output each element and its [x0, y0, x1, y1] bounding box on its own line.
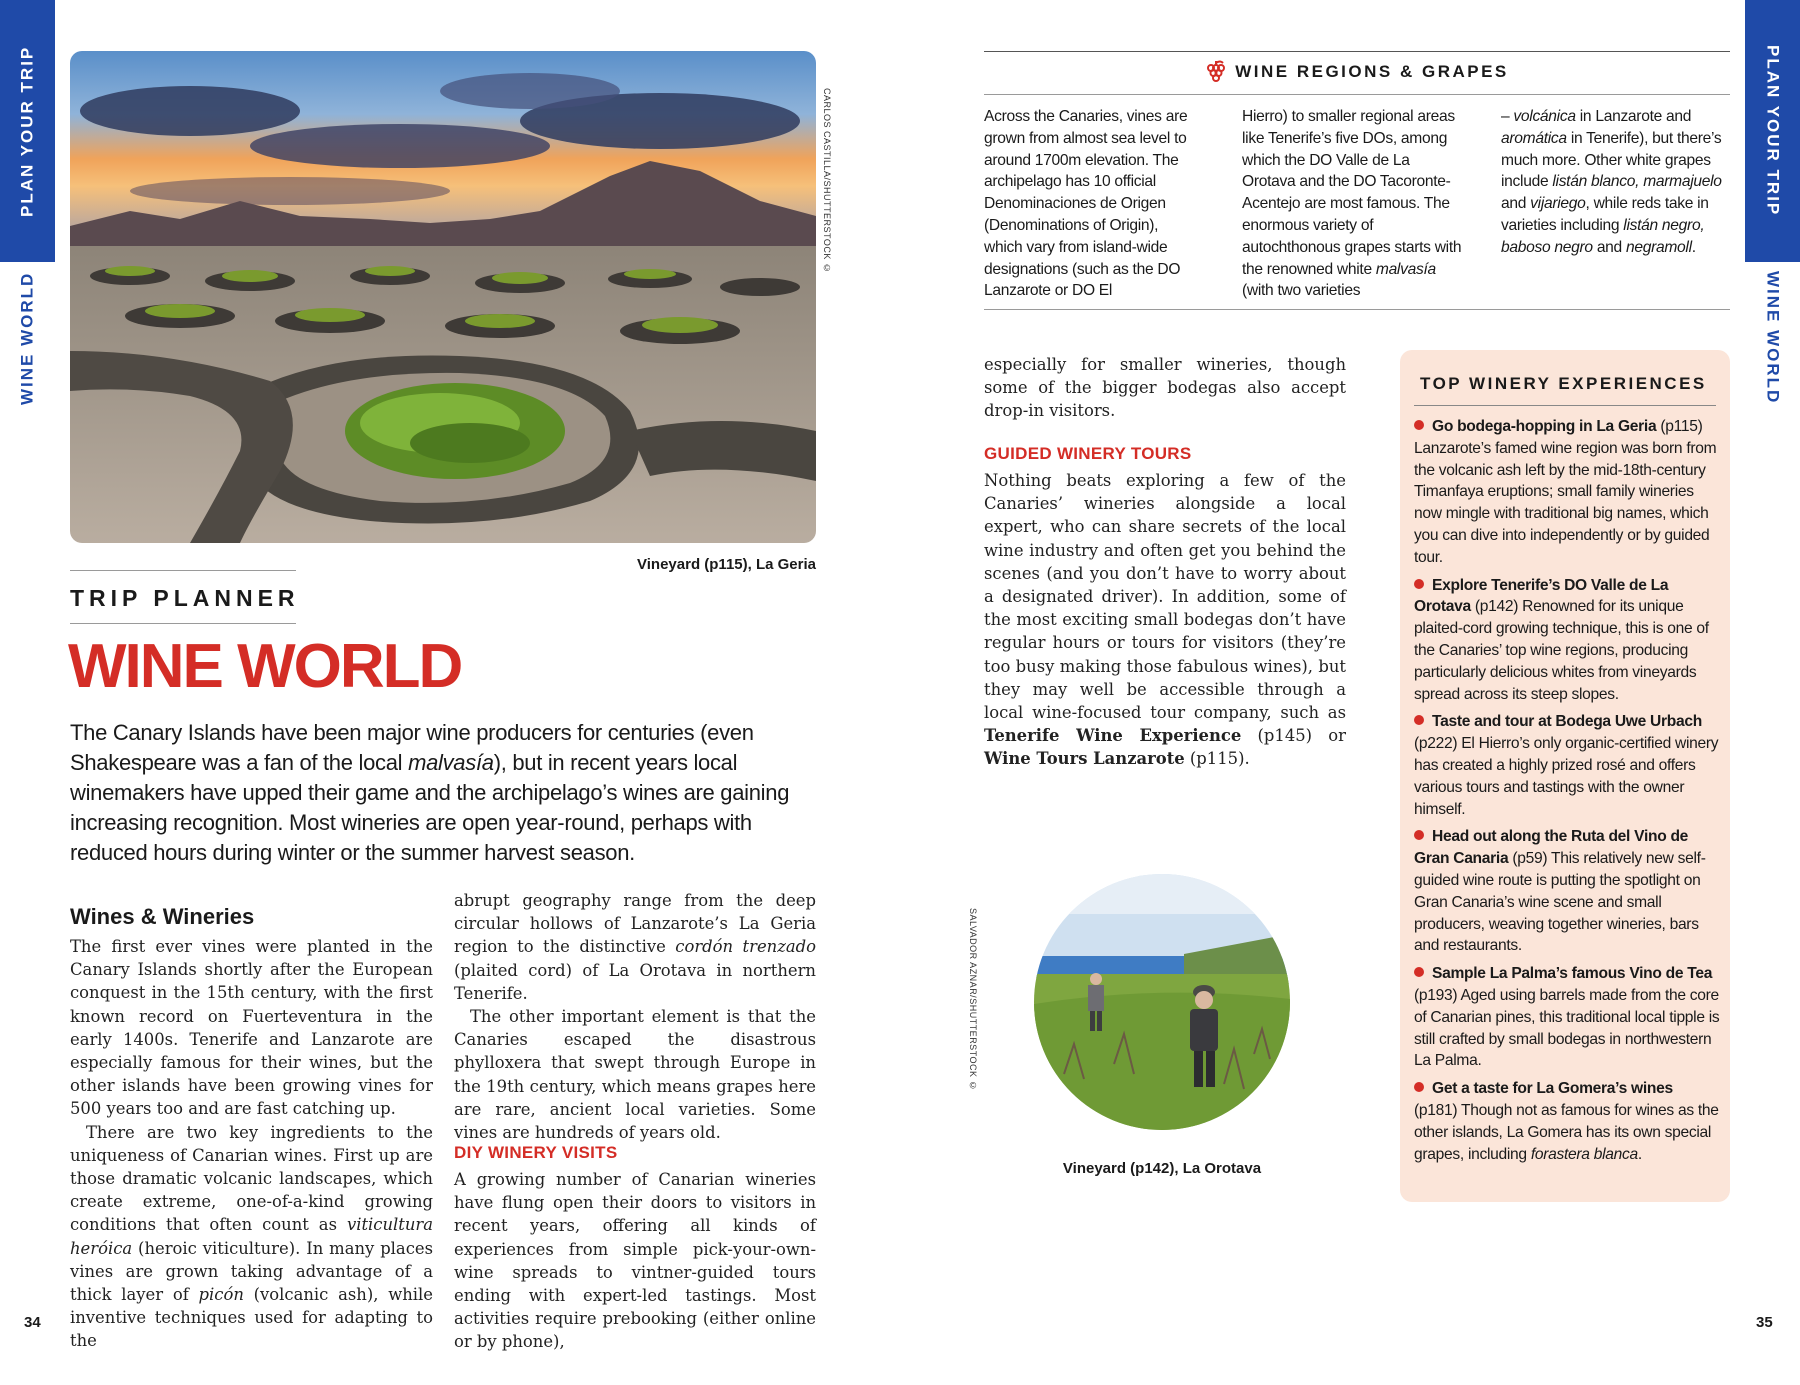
bullet-icon [1414, 830, 1424, 840]
page-number-right: 35 [1756, 1314, 1773, 1331]
top-wineries-heading: TOP WINERY EXPERIENCES [1420, 374, 1707, 393]
text-run: There are two key ingredients to the uniqueness of Canarian wines. First up are those dramatic volcanic landscapes, which create extreme, one-of-a-kind growing conditions that often count as [70, 1122, 433, 1235]
item-text: (p193) Aged using barrels made from the core of Canarian pines, this traditional local tipple is still crafted by small bodegas in northwestern La Palma. [1414, 986, 1720, 1070]
diy-heading: DIY WINERY VISITS [454, 1143, 618, 1162]
page-number-left: 34 [24, 1314, 41, 1331]
side-tab-section-right [1745, 0, 1800, 262]
la-orotava-vineyard-photo [1034, 874, 1290, 1130]
item-title: Get a taste for La Gomera’s wines [1432, 1080, 1673, 1098]
text-run: and [1592, 238, 1626, 256]
side-tab-chapter-left: WINE WORLD [17, 271, 37, 405]
text-emphasis: vijariego [1530, 195, 1586, 213]
item-title: Explore Tenerife’s DO Valle de La Orotava [1414, 576, 1669, 616]
grapes-box-top-rule [984, 51, 1730, 52]
text-run: (p145) or [1241, 726, 1346, 746]
item-title: Go bodega-hopping in La Geria [1432, 418, 1657, 435]
guided-tours-heading: GUIDED WINERY TOURS [984, 444, 1192, 463]
photo1-credit: CARLOS CASTILLA/SHUTTERSTOCK © [822, 88, 832, 274]
list-item [1414, 711, 1720, 820]
item-text: (p222) El Hierro’s only organic-certified winery has created a highly prized rosé and offers various tours and tastings with the owner himself. [1414, 735, 1719, 818]
intro-paragraph [70, 718, 830, 868]
bullet-icon [1414, 967, 1424, 977]
item-title: Sample La Palma’s famous Vino de Tea [1432, 965, 1713, 983]
text-run: in Lanzarote and [1575, 108, 1692, 125]
diy-paragraph: A growing number of Canarian wineries have flung open their doors to visitors in recent years, offering all kinds of experiences from simple pick-your-own-wine spreads to vintner-guided tours ending with expert-led tastings. Most activities require prebooking (either online or by phone), [454, 1170, 816, 1352]
text-emphasis: listán blanco, marmajuelo [1552, 173, 1722, 191]
side-tab-section-label: PLAN YOUR TRIP [17, 45, 37, 217]
top-wineries-heading-rule [1414, 405, 1716, 406]
text-run: (with two varieties [1242, 282, 1361, 300]
text-run: and [1501, 195, 1531, 213]
item-title: Head out along the Ruta del Vino de Gran Canaria [1414, 828, 1689, 868]
text-run: , while reds take in varieties including [1501, 195, 1709, 234]
text-emphasis: malvasía [1375, 260, 1436, 278]
text-run: Nothing beats exploring a few of the Canaries’ wineries alongside a local expert, who can share secrets of the local wine industry and often get you behind the scenes (and you don’t have to worry about a designated driver). In addition, some of the most exciting small bodegas don’t have regular hours or tours for visitors (they’re too busy making those fabulous wines), but they may well be accessible through a local wine-focused tour company, such as [984, 471, 1346, 723]
grapes-box-header-rule [984, 94, 1730, 95]
item-title: Taste and tour at Bodega Uwe Urbach [1432, 713, 1702, 731]
text-run: in Tenerife), but there’s much more. Other white grapes include [1501, 129, 1722, 191]
body-column-1 [70, 935, 433, 1353]
grapes-column-3 [1501, 106, 1730, 259]
grapes-column-2 [1242, 106, 1464, 302]
photo2-credit: SALVADOR AZNAR/SHUTTERSTOCK © [968, 908, 978, 1092]
intro-text: The Canary Islands have been major wine producers for centuries (even Shakespeare was a fan of the local [70, 720, 754, 775]
body-paragraph [70, 1121, 433, 1353]
body-paragraph [454, 889, 816, 1005]
top-winery-experiences-box [1400, 350, 1730, 1202]
trip-planner-kicker: TRIP PLANNER [70, 585, 300, 611]
wines-wineries-heading: Wines & Wineries [70, 904, 255, 929]
text-run: . [1691, 238, 1696, 256]
item-text: (p59) This relatively new self-guided wine route is putting the spotlight on Gran Canaria’s wine scene and small producers, weaving together wineries, bars and restaurants. [1414, 850, 1706, 955]
grapes-box-bottom-rule [984, 309, 1730, 310]
bullet-icon [1414, 420, 1424, 430]
item-text: . [1637, 1145, 1642, 1163]
list-item [1414, 1078, 1720, 1165]
text-emphasis: viticultura heróica [70, 1215, 433, 1258]
intro-emphasis: malvasía [408, 750, 494, 775]
text-emphasis: negramoll [1625, 238, 1692, 256]
grapes-box-header [984, 60, 1730, 84]
text-run: (volcanic ash), while inventive techniques used for adapting to the [70, 1285, 433, 1351]
tenerife-wine-experience-link: Tenerife Wine Experience [984, 726, 1242, 746]
item-text: (p142) Renowned for its unique plaited-cord growing technique, this is one of the Canaries’ top wine regions, producing particularly delicious whites from vineyards spread across its steep slopes. [1414, 598, 1709, 703]
text-emphasis: picón [198, 1285, 244, 1305]
text-emphasis: aromática [1501, 129, 1567, 147]
side-tab-section-left [0, 0, 55, 262]
la-geria-vineyard-photo [70, 51, 816, 543]
text-run: (plaited cord) of La Orotava in northern Tenerife. [454, 960, 816, 1003]
text-run: – [1501, 108, 1514, 125]
item-text: (p115) Lanzarote’s famed wine region was born from the volcanic ash left by the mid-18th-century Timanfaya eruptions; small family wineries now mingle with traditional big names, which you can dive into independently or by guided tour. [1414, 418, 1717, 566]
item-text: (p181) Though not as famous for wines as the other islands, La Gomera has its own special grapes, including [1414, 1101, 1719, 1163]
body-column-2 [454, 889, 816, 1144]
text-run: (p115). [1184, 749, 1250, 769]
text-emphasis: cordón trenzado [675, 937, 816, 957]
text-emphasis: listán negro, baboso negro [1501, 216, 1705, 256]
page-title: WINE WORLD [68, 632, 462, 701]
photo2-caption: Vineyard (p142), La Orotava [1062, 1160, 1262, 1177]
list-item [1414, 416, 1720, 569]
text-emphasis: volcánica [1513, 108, 1576, 125]
kicker-top-rule [70, 570, 296, 571]
grapes-box-heading: WINE REGIONS & GRAPES [1235, 62, 1509, 81]
list-item [1414, 826, 1720, 957]
item-emphasis: forastera blanca [1530, 1145, 1638, 1163]
wine-tours-lanzarote-link: Wine Tours Lanzarote [984, 749, 1185, 769]
text-run: (heroic viticulture). In many places vines are grown taking advantage of a thick layer of [70, 1238, 433, 1305]
diy-continued-paragraph: especially for smaller wineries, though some of the bigger bodegas also accept drop-in visitors. [984, 355, 1346, 421]
side-tab-section-label: PLAN YOUR TRIP [1763, 45, 1783, 217]
bullet-icon [1414, 715, 1424, 725]
top-wineries-list [1414, 416, 1720, 1171]
body-paragraph: The other important element is that the Canaries escaped the disastrous phylloxera that swept through Europe in the 19th century, which means grapes here are rare, ancient local varieties. Some vines are hundreds of years old. [454, 1007, 816, 1143]
grapes-column-1: Across the Canaries, vines are grown from almost sea level to around 1700m elevation. The archipelago has 10 official Denominaciones de Origen (Denominations of Origin), which vary from island-wide designations (such as the DO Lanzarote or DO El [984, 108, 1188, 300]
side-tab-chapter-right: WINE WORLD [1763, 271, 1783, 405]
text-run: abrupt geography range from the deep circular hollows of Lanzarote’s La Geria region to the distinctive [454, 891, 816, 957]
text-run: Hierro) to smaller regional areas like Tenerife’s five DOs, among which the DO Valle de La Orotava and the DO Tacoronte-Acentejo are most famous. The enormous variety of autochthonous grapes starts with the renowned white [1242, 108, 1462, 278]
list-item [1414, 575, 1720, 706]
kicker-bottom-rule [70, 623, 296, 624]
guided-tours-paragraph [984, 469, 1346, 771]
intro-text: ), but in recent years local winemakers have upped their game and the archipelago’s wines are gaining increasing recognition. Most wineries are open year-round, perhaps with reduced hours during winter or the summer harvest season. [70, 750, 790, 865]
list-item [1414, 963, 1720, 1072]
bullet-icon [1414, 1082, 1424, 1092]
grapes-icon [1205, 60, 1227, 84]
body-paragraph: The first ever vines were planted in the Canary Islands shortly after the European conquest in the 15th century, with the first known record on Fuerteventura in the early 1400s. Tenerife and Lanzarote are especially famous for their wines, but the other islands have been growing vines for 500 years too and are fast catching up. [70, 937, 433, 1119]
bullet-icon [1414, 579, 1424, 589]
photo1-caption: Vineyard (p115), La Geria [637, 556, 816, 573]
